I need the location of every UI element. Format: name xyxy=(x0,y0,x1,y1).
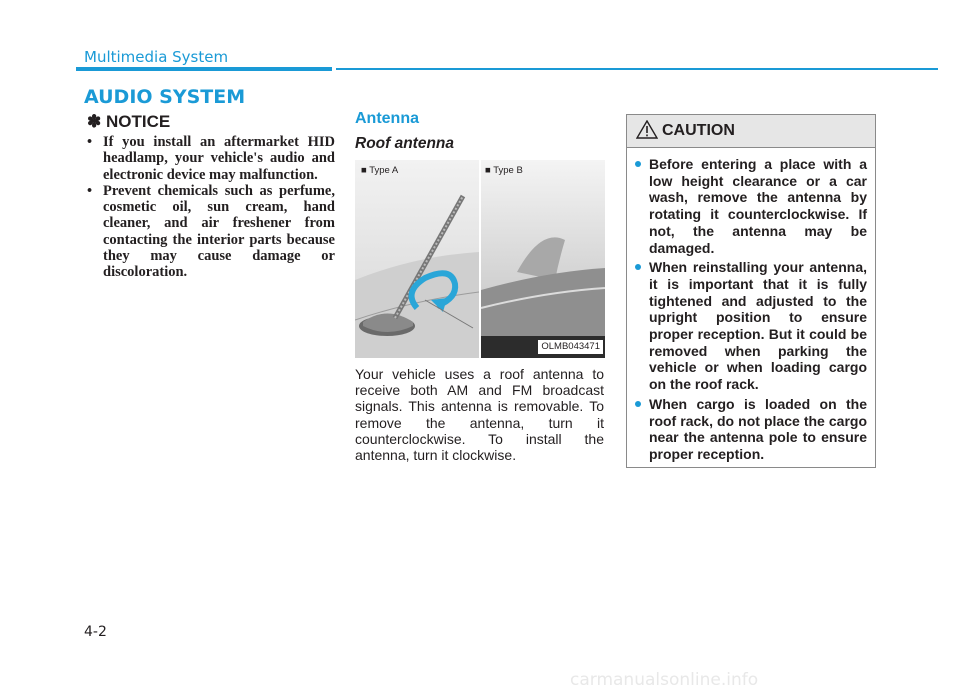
antenna-heading: Antenna xyxy=(355,110,419,127)
caution-list xyxy=(627,148,875,463)
chapter-title: AUDIO SYSTEM xyxy=(84,86,246,108)
notice-item xyxy=(87,183,335,281)
caution-item-text: Before entering a place with a low height clearance or a car wash, remove the antenna by rotating it counterclockwise. If not, the antenna may be damaged. xyxy=(649,156,867,256)
roof-antenna-subheading: Roof antenna xyxy=(355,135,455,152)
notice-symbol: ✽ xyxy=(87,112,102,131)
notice-list xyxy=(87,134,335,281)
warning-triangle-icon xyxy=(636,120,658,139)
notice-item-text: Prevent chemicals such as perfume, cosmetic oil, sun cream, hand cleaner, and air freshener from contacting the interior parts because they may cause damage or discoloration. xyxy=(103,182,335,281)
bullet-icon: • xyxy=(87,134,93,150)
header-rule-thick xyxy=(76,67,332,71)
caution-item-text: When cargo is loaded on the roof rack, do not place the cargo near the antenna pole to ensure proper reception. xyxy=(649,395,867,462)
antenna-illustration xyxy=(355,160,605,358)
figure-code: OLMB043471 xyxy=(538,340,603,354)
caution-item-text: When reinstalling your antenna, it is important that it is fully tightened and adjusted to the upright position to ensure proper reception. But it could be removed when parking the vehicle or when loading cargo on the roof rack. xyxy=(649,259,867,393)
page-number: 4-2 xyxy=(84,624,107,640)
notice-title: NOTICE xyxy=(105,112,171,131)
notice-item-text: If you install an aftermarket HID headlamp, your vehicle's audio and electronic device may malfunction. xyxy=(103,134,335,183)
caution-box xyxy=(626,114,876,468)
caution-item xyxy=(635,396,867,463)
caution-item xyxy=(635,156,867,256)
bullet-icon xyxy=(635,401,641,407)
caution-item xyxy=(635,259,867,393)
bullet-icon: • xyxy=(87,182,93,199)
caution-header xyxy=(627,115,875,148)
section-header: Multimedia System xyxy=(84,48,229,66)
bullet-icon xyxy=(635,161,641,167)
header-rule-thin xyxy=(336,68,938,70)
bullet-icon xyxy=(635,264,641,270)
notice-heading xyxy=(87,112,170,132)
antenna-figure xyxy=(355,160,605,358)
type-b-label: ■ Type B xyxy=(485,165,523,176)
notice-item xyxy=(87,134,335,183)
watermark: carmanualsonline.info xyxy=(570,670,759,690)
type-a-label: ■ Type A xyxy=(361,165,399,176)
antenna-body-text: Your vehicle uses a roof antenna to receive both AM and FM broadcast signals. This antenna is removable. To remove the antenna, turn it counterclockwise. To install the antenna, turn it clockwise. xyxy=(355,366,604,464)
caution-title: CAUTION xyxy=(662,122,735,139)
